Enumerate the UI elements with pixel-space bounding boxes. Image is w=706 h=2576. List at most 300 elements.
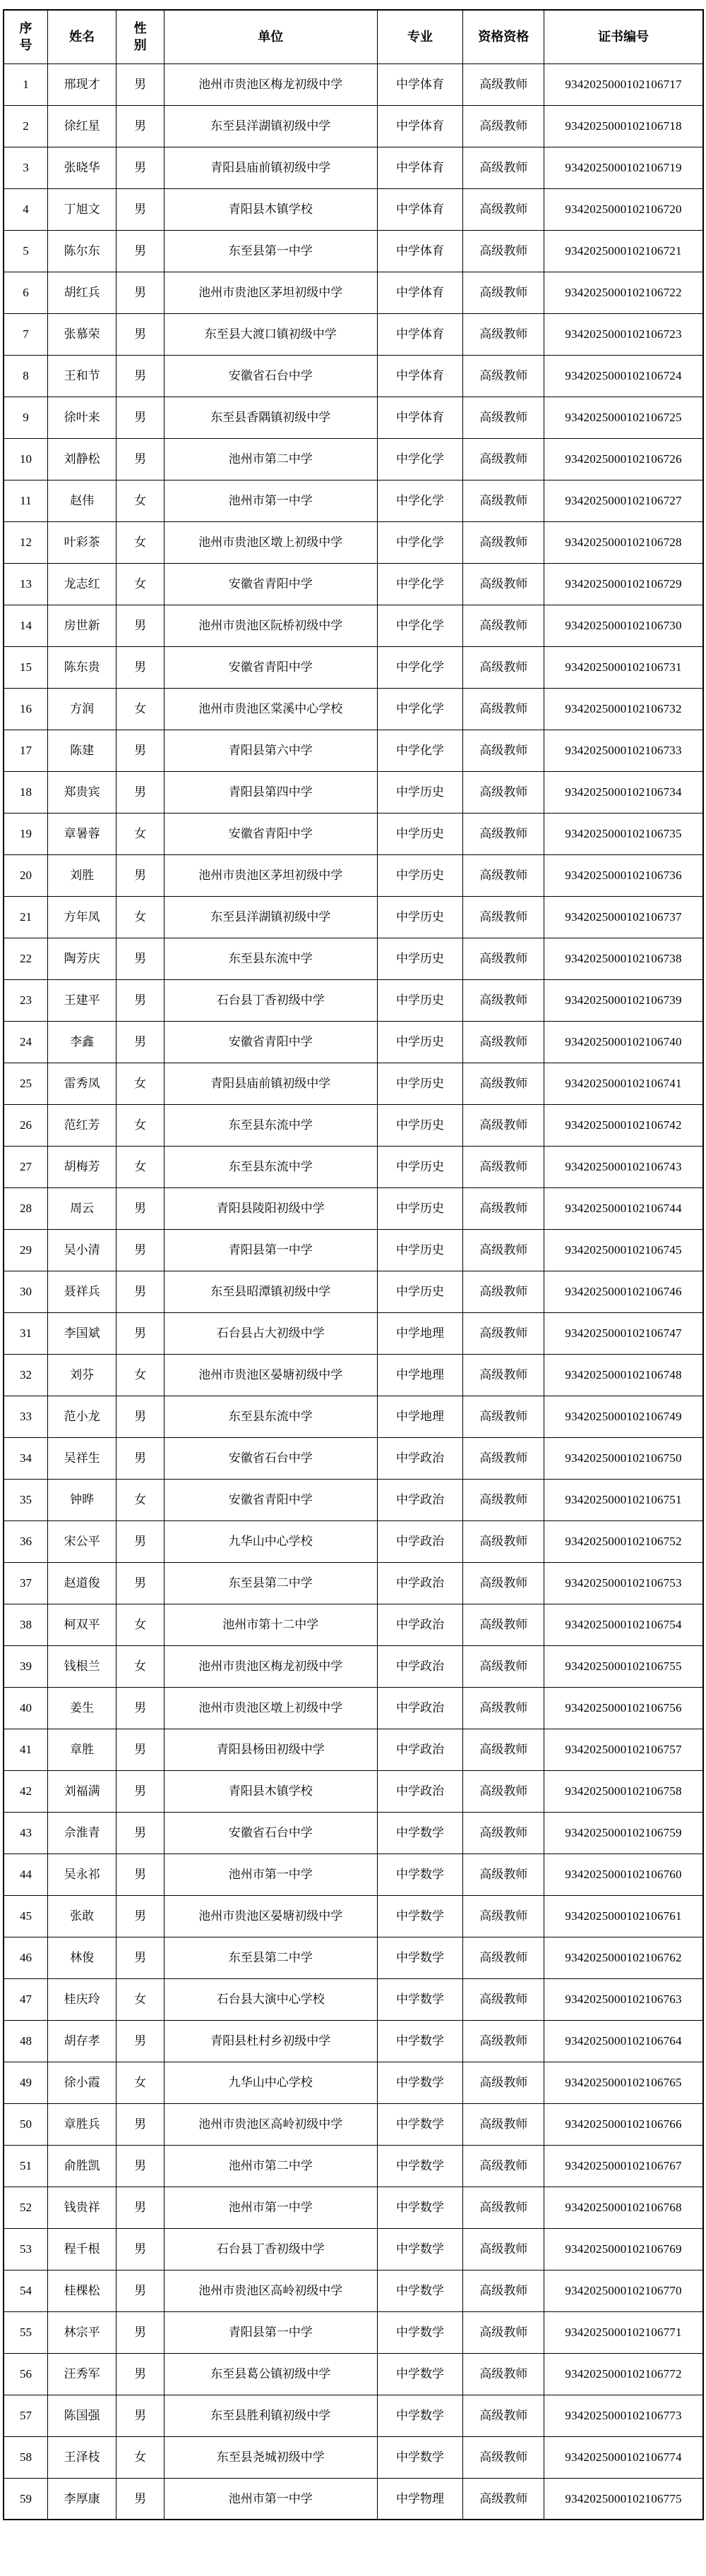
cell-major: 中学化学 (377, 688, 463, 730)
cell-unit: 池州市第二中学 (164, 438, 377, 480)
cell-name: 林宗平 (47, 2311, 116, 2353)
table-row (4, 688, 703, 730)
cell-major: 中学数学 (377, 2228, 463, 2270)
cell-name: 俞胜凯 (47, 2145, 116, 2187)
cell-seq: 32 (4, 1354, 47, 1396)
cell-unit: 池州市贵池区棠溪中心学校 (164, 688, 377, 730)
cell-unit: 池州市贵池区茅坦初级中学 (164, 854, 377, 896)
cell-name: 刘福满 (47, 1770, 116, 1812)
table-row (4, 2020, 703, 2062)
cell-qualification: 高级教师 (463, 2353, 544, 2395)
cell-major: 中学体育 (377, 105, 463, 147)
cell-seq: 37 (4, 1562, 47, 1604)
cell-name: 胡梅芳 (47, 1146, 116, 1187)
cell-name: 林俊 (47, 1937, 116, 1978)
cell-cert-number: 9342025000102106755 (544, 1645, 703, 1687)
cell-unit: 青阳县木镇学校 (164, 188, 377, 230)
cell-unit: 青阳县第六中学 (164, 730, 377, 771)
cell-cert-number: 9342025000102106753 (544, 1562, 703, 1604)
cell-cert-number: 9342025000102106719 (544, 147, 703, 188)
cell-qualification: 高级教师 (463, 1437, 544, 1479)
cell-major: 中学数学 (377, 2353, 463, 2395)
cell-unit: 池州市第一中学 (164, 2187, 377, 2228)
cell-seq: 39 (4, 1645, 47, 1687)
cell-major: 中学数学 (377, 2436, 463, 2478)
cell-cert-number: 9342025000102106731 (544, 646, 703, 688)
cell-gender: 男 (116, 1937, 164, 1978)
cell-major: 中学政治 (377, 1562, 463, 1604)
cell-seq: 3 (4, 147, 47, 188)
cell-qualification: 高级教师 (463, 397, 544, 438)
cell-major: 中学历史 (377, 938, 463, 979)
cell-unit: 池州市第十二中学 (164, 1604, 377, 1645)
cell-major: 中学地理 (377, 1396, 463, 1437)
table-row (4, 1146, 703, 1187)
cell-qualification: 高级教师 (463, 2228, 544, 2270)
cell-name: 李厚康 (47, 2478, 116, 2520)
cell-seq: 38 (4, 1604, 47, 1645)
cell-gender: 男 (116, 938, 164, 979)
cell-cert-number: 9342025000102106769 (544, 2228, 703, 2270)
cell-qualification: 高级教师 (463, 2270, 544, 2311)
cell-qualification: 高级教师 (463, 563, 544, 605)
cell-qualification: 高级教师 (463, 2395, 544, 2436)
cell-major: 中学政治 (377, 1437, 463, 1479)
cell-qualification: 高级教师 (463, 2145, 544, 2187)
cell-gender: 男 (116, 1729, 164, 1770)
cell-qualification: 高级教师 (463, 938, 544, 979)
cell-major: 中学化学 (377, 521, 463, 563)
cell-gender: 男 (116, 605, 164, 646)
cell-major: 中学化学 (377, 438, 463, 480)
cell-seq: 35 (4, 1479, 47, 1520)
cell-major: 中学地理 (377, 1312, 463, 1354)
cell-seq: 53 (4, 2228, 47, 2270)
cell-gender: 男 (116, 1895, 164, 1937)
cell-unit: 东至县第二中学 (164, 1937, 377, 1978)
cell-qualification: 高级教师 (463, 2436, 544, 2478)
cell-gender: 男 (116, 2353, 164, 2395)
cell-unit: 安徽省石台中学 (164, 355, 377, 397)
cell-cert-number: 9342025000102106746 (544, 1271, 703, 1312)
cell-unit: 池州市第一中学 (164, 480, 377, 521)
cell-unit: 青阳县杨田初级中学 (164, 1729, 377, 1770)
cell-seq: 5 (4, 230, 47, 272)
cell-seq: 22 (4, 938, 47, 979)
cell-name: 叶彩茶 (47, 521, 116, 563)
cell-unit: 石台县大演中心学校 (164, 1978, 377, 2020)
cell-seq: 40 (4, 1687, 47, 1729)
table-row (4, 1937, 703, 1978)
cell-cert-number: 9342025000102106757 (544, 1729, 703, 1770)
cell-seq: 41 (4, 1729, 47, 1770)
cell-qualification: 高级教师 (463, 313, 544, 355)
cell-unit: 东至县洋湖镇初级中学 (164, 896, 377, 938)
cell-qualification: 高级教师 (463, 480, 544, 521)
cell-major: 中学化学 (377, 563, 463, 605)
cell-name: 聂祥兵 (47, 1271, 116, 1312)
cell-name: 赵伟 (47, 480, 116, 521)
cell-qualification: 高级教师 (463, 147, 544, 188)
cell-name: 章暑蓉 (47, 813, 116, 854)
cell-gender: 男 (116, 1562, 164, 1604)
cell-major: 中学历史 (377, 1271, 463, 1312)
cell-name: 范红芳 (47, 1104, 116, 1146)
cell-major: 中学化学 (377, 646, 463, 688)
cell-name: 柯双平 (47, 1604, 116, 1645)
cell-seq: 36 (4, 1520, 47, 1562)
cell-major: 中学数学 (377, 1812, 463, 1854)
cell-seq: 56 (4, 2353, 47, 2395)
cell-major: 中学历史 (377, 1104, 463, 1146)
cell-unit: 安徽省石台中学 (164, 1437, 377, 1479)
cell-seq: 48 (4, 2020, 47, 2062)
cell-qualification: 高级教师 (463, 1063, 544, 1104)
cell-gender: 女 (116, 563, 164, 605)
cell-unit: 安徽省青阳中学 (164, 813, 377, 854)
cell-gender: 男 (116, 2020, 164, 2062)
cell-gender: 男 (116, 2187, 164, 2228)
cell-name: 张晓华 (47, 147, 116, 188)
cell-unit: 石台县丁香初级中学 (164, 979, 377, 1021)
cell-qualification: 高级教师 (463, 105, 544, 147)
cell-name: 陈国强 (47, 2395, 116, 2436)
cell-unit: 池州市贵池区晏塘初级中学 (164, 1354, 377, 1396)
cell-gender: 男 (116, 2395, 164, 2436)
cell-name: 桂庆玲 (47, 1978, 116, 2020)
cell-major: 中学数学 (377, 1854, 463, 1895)
cell-unit: 九华山中心学校 (164, 1520, 377, 1562)
cell-major: 中学政治 (377, 1770, 463, 1812)
cell-unit: 东至县洋湖镇初级中学 (164, 105, 377, 147)
table-row (4, 397, 703, 438)
cell-cert-number: 9342025000102106725 (544, 397, 703, 438)
cell-cert-number: 9342025000102106747 (544, 1312, 703, 1354)
cell-cert-number: 9342025000102106732 (544, 688, 703, 730)
cell-qualification: 高级教师 (463, 1479, 544, 1520)
table-row (4, 1104, 703, 1146)
table-row (4, 1271, 703, 1312)
cell-unit: 青阳县第一中学 (164, 1229, 377, 1271)
cell-seq: 44 (4, 1854, 47, 1895)
cell-gender: 男 (116, 2478, 164, 2520)
table-row (4, 896, 703, 938)
cell-name: 吴小清 (47, 1229, 116, 1271)
cell-unit: 池州市贵池区高岭初级中学 (164, 2103, 377, 2145)
cell-gender: 女 (116, 2436, 164, 2478)
cell-unit: 安徽省石台中学 (164, 1812, 377, 1854)
cell-seq: 29 (4, 1229, 47, 1271)
cell-name: 汪秀军 (47, 2353, 116, 2395)
cell-major: 中学历史 (377, 813, 463, 854)
column-header-gender: 性别 (116, 10, 164, 64)
cell-cert-number: 9342025000102106722 (544, 272, 703, 313)
cell-seq: 51 (4, 2145, 47, 2187)
table-row (4, 1187, 703, 1229)
cell-name: 郑贵宾 (47, 771, 116, 813)
cell-qualification: 高级教师 (463, 813, 544, 854)
cell-qualification: 高级教师 (463, 1312, 544, 1354)
cell-cert-number: 9342025000102106773 (544, 2395, 703, 2436)
cell-cert-number: 9342025000102106717 (544, 64, 703, 105)
column-header-name: 姓名 (47, 10, 116, 64)
table-row (4, 1437, 703, 1479)
cell-qualification: 高级教师 (463, 1021, 544, 1063)
cell-gender: 男 (116, 2228, 164, 2270)
table-row (4, 2436, 703, 2478)
cell-cert-number: 9342025000102106765 (544, 2062, 703, 2103)
table-body (4, 64, 703, 2520)
cell-seq: 16 (4, 688, 47, 730)
cell-gender: 男 (116, 1229, 164, 1271)
table-row (4, 1812, 703, 1854)
table-row (4, 188, 703, 230)
cell-qualification: 高级教师 (463, 1520, 544, 1562)
column-header-cert: 证书编号 (544, 10, 703, 64)
cell-cert-number: 9342025000102106742 (544, 1104, 703, 1146)
cell-cert-number: 9342025000102106750 (544, 1437, 703, 1479)
table-header-row (4, 10, 703, 64)
cell-cert-number: 9342025000102106774 (544, 2436, 703, 2478)
cell-major: 中学数学 (377, 1937, 463, 1978)
cell-name: 王和节 (47, 355, 116, 397)
cell-gender: 男 (116, 188, 164, 230)
cell-unit: 青阳县庙前镇初级中学 (164, 147, 377, 188)
cell-unit: 池州市贵池区梅龙初级中学 (164, 64, 377, 105)
cell-unit: 池州市贵池区墩上初级中学 (164, 1687, 377, 1729)
cell-major: 中学历史 (377, 1021, 463, 1063)
cell-qualification: 高级教师 (463, 1604, 544, 1645)
cell-seq: 34 (4, 1437, 47, 1479)
table-row (4, 480, 703, 521)
cell-name: 徐小霞 (47, 2062, 116, 2103)
cell-qualification: 高级教师 (463, 2062, 544, 2103)
cell-major: 中学历史 (377, 1229, 463, 1271)
cell-qualification: 高级教师 (463, 1104, 544, 1146)
cell-major: 中学政治 (377, 1729, 463, 1770)
cell-qualification: 高级教师 (463, 1770, 544, 1812)
cell-gender: 女 (116, 1104, 164, 1146)
cell-name: 刘静松 (47, 438, 116, 480)
cell-major: 中学化学 (377, 605, 463, 646)
table-row (4, 355, 703, 397)
cell-gender: 女 (116, 813, 164, 854)
cell-seq: 12 (4, 521, 47, 563)
table-row (4, 2270, 703, 2311)
cell-seq: 33 (4, 1396, 47, 1437)
cell-cert-number: 9342025000102106734 (544, 771, 703, 813)
cell-gender: 女 (116, 1354, 164, 1396)
column-header-title: 资格资格 (463, 10, 544, 64)
cell-qualification: 高级教师 (463, 730, 544, 771)
table-row (4, 1354, 703, 1396)
table-row (4, 1729, 703, 1770)
cell-gender: 男 (116, 2311, 164, 2353)
cell-seq: 43 (4, 1812, 47, 1854)
cell-major: 中学体育 (377, 64, 463, 105)
cell-major: 中学政治 (377, 1687, 463, 1729)
cell-major: 中学政治 (377, 1645, 463, 1687)
cell-name: 刘芬 (47, 1354, 116, 1396)
table-row (4, 230, 703, 272)
cell-unit: 东至县东流中学 (164, 1104, 377, 1146)
cell-cert-number: 9342025000102106766 (544, 2103, 703, 2145)
cell-major: 中学体育 (377, 188, 463, 230)
cell-unit: 东至县大渡口镇初级中学 (164, 313, 377, 355)
cell-seq: 24 (4, 1021, 47, 1063)
cell-major: 中学历史 (377, 979, 463, 1021)
cell-name: 钱贵祥 (47, 2187, 116, 2228)
table-row (4, 854, 703, 896)
table-row (4, 1770, 703, 1812)
cell-seq: 1 (4, 64, 47, 105)
cell-gender: 男 (116, 1271, 164, 1312)
cell-seq: 46 (4, 1937, 47, 1978)
table-row (4, 1229, 703, 1271)
cell-unit: 东至县第二中学 (164, 1562, 377, 1604)
cell-cert-number: 9342025000102106743 (544, 1146, 703, 1187)
cell-unit: 东至县胜利镇初级中学 (164, 2395, 377, 2436)
table-row (4, 605, 703, 646)
cell-name: 陈东贵 (47, 646, 116, 688)
table-row (4, 2103, 703, 2145)
cell-gender: 男 (116, 355, 164, 397)
cell-unit: 青阳县杜村乡初级中学 (164, 2020, 377, 2062)
cell-name: 丁旭文 (47, 188, 116, 230)
cell-unit: 东至县东流中学 (164, 938, 377, 979)
cell-name: 陶芳庆 (47, 938, 116, 979)
cell-major: 中学历史 (377, 1187, 463, 1229)
cell-name: 雷秀凤 (47, 1063, 116, 1104)
cell-qualification: 高级教师 (463, 2478, 544, 2520)
cell-unit: 东至县葛公镇初级中学 (164, 2353, 377, 2395)
table-row (4, 1687, 703, 1729)
cell-qualification: 高级教师 (463, 2187, 544, 2228)
cell-seq: 49 (4, 2062, 47, 2103)
table-row (4, 1479, 703, 1520)
cell-qualification: 高级教师 (463, 2311, 544, 2353)
cell-qualification: 高级教师 (463, 1562, 544, 1604)
table-row (4, 1312, 703, 1354)
cell-gender: 男 (116, 105, 164, 147)
table-row (4, 1562, 703, 1604)
teacher-qualification-table (3, 9, 704, 2520)
cell-gender: 女 (116, 1604, 164, 1645)
cell-seq: 45 (4, 1895, 47, 1937)
cell-qualification: 高级教师 (463, 854, 544, 896)
cell-cert-number: 9342025000102106726 (544, 438, 703, 480)
table-row (4, 1978, 703, 2020)
cell-unit: 池州市贵池区晏塘初级中学 (164, 1895, 377, 1937)
cell-gender: 男 (116, 730, 164, 771)
cell-unit: 池州市第一中学 (164, 1854, 377, 1895)
table-row (4, 147, 703, 188)
cell-qualification: 高级教师 (463, 1937, 544, 1978)
cell-major: 中学数学 (377, 2311, 463, 2353)
cell-cert-number: 9342025000102106772 (544, 2353, 703, 2395)
cell-gender: 女 (116, 2062, 164, 2103)
cell-qualification: 高级教师 (463, 272, 544, 313)
cell-gender: 男 (116, 1437, 164, 1479)
cell-cert-number: 9342025000102106733 (544, 730, 703, 771)
cell-gender: 男 (116, 1520, 164, 1562)
cell-unit: 安徽省青阳中学 (164, 1021, 377, 1063)
cell-unit: 青阳县陵阳初级中学 (164, 1187, 377, 1229)
cell-major: 中学体育 (377, 230, 463, 272)
cell-major: 中学数学 (377, 2062, 463, 2103)
cell-major: 中学历史 (377, 854, 463, 896)
cell-seq: 27 (4, 1146, 47, 1187)
cell-gender: 男 (116, 313, 164, 355)
cell-gender: 男 (116, 1812, 164, 1854)
cell-major: 中学体育 (377, 355, 463, 397)
table-row (4, 438, 703, 480)
column-header-unit: 单位 (164, 10, 377, 64)
cell-gender: 男 (116, 1021, 164, 1063)
cell-major: 中学数学 (377, 2395, 463, 2436)
table-row (4, 2478, 703, 2520)
cell-cert-number: 9342025000102106762 (544, 1937, 703, 1978)
cell-gender: 男 (116, 1396, 164, 1437)
table-row (4, 1604, 703, 1645)
cell-qualification: 高级教师 (463, 230, 544, 272)
cell-seq: 30 (4, 1271, 47, 1312)
table-row (4, 938, 703, 979)
cell-major: 中学体育 (377, 397, 463, 438)
cell-major: 中学化学 (377, 480, 463, 521)
cell-qualification: 高级教师 (463, 1854, 544, 1895)
cell-gender: 男 (116, 272, 164, 313)
cell-unit: 东至县东流中学 (164, 1146, 377, 1187)
cell-major: 中学体育 (377, 313, 463, 355)
cell-seq: 59 (4, 2478, 47, 2520)
table-row (4, 771, 703, 813)
cell-name: 佘淮青 (47, 1812, 116, 1854)
cell-name: 徐红星 (47, 105, 116, 147)
cell-major: 中学历史 (377, 1146, 463, 1187)
cell-gender: 男 (116, 771, 164, 813)
cell-unit: 青阳县庙前镇初级中学 (164, 1063, 377, 1104)
cell-qualification: 高级教师 (463, 1812, 544, 1854)
cell-gender: 男 (116, 1854, 164, 1895)
cell-name: 钱根兰 (47, 1645, 116, 1687)
cell-seq: 47 (4, 1978, 47, 2020)
cell-name: 赵道俊 (47, 1562, 116, 1604)
cell-major: 中学数学 (377, 2145, 463, 2187)
table-row (4, 313, 703, 355)
cell-name: 陈建 (47, 730, 116, 771)
cell-seq: 2 (4, 105, 47, 147)
cell-seq: 19 (4, 813, 47, 854)
table-row (4, 105, 703, 147)
cell-cert-number: 9342025000102106754 (544, 1604, 703, 1645)
cell-qualification: 高级教师 (463, 1687, 544, 1729)
cell-qualification: 高级教师 (463, 1396, 544, 1437)
cell-cert-number: 9342025000102106744 (544, 1187, 703, 1229)
cell-seq: 4 (4, 188, 47, 230)
cell-qualification: 高级教师 (463, 771, 544, 813)
cell-seq: 11 (4, 480, 47, 521)
cell-qualification: 高级教师 (463, 1978, 544, 2020)
cell-unit: 安徽省青阳中学 (164, 1479, 377, 1520)
cell-seq: 42 (4, 1770, 47, 1812)
cell-major: 中学化学 (377, 730, 463, 771)
cell-seq: 28 (4, 1187, 47, 1229)
cell-unit: 东至县尧城初级中学 (164, 2436, 377, 2478)
cell-name: 姜生 (47, 1687, 116, 1729)
cell-seq: 10 (4, 438, 47, 480)
cell-major: 中学体育 (377, 147, 463, 188)
